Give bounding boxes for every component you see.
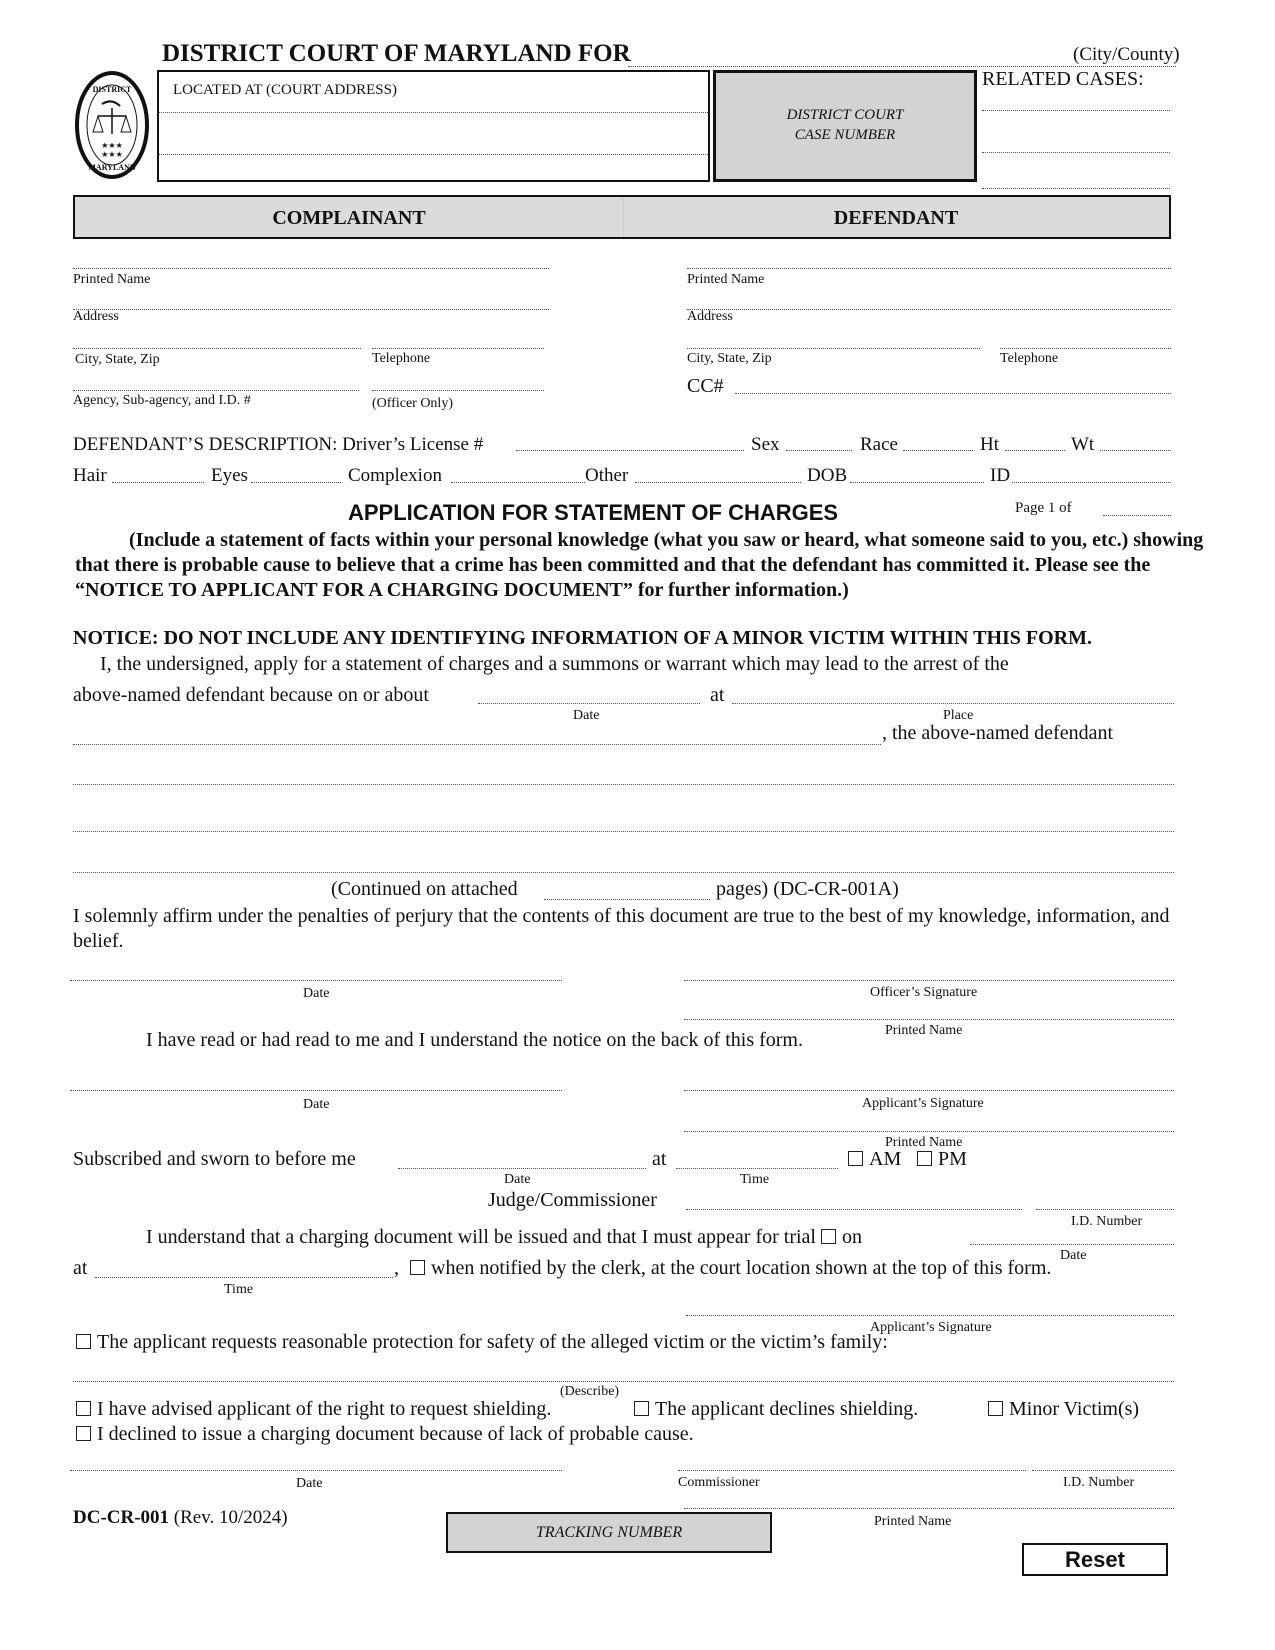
officer-printed-name-caption: Printed Name xyxy=(885,1023,963,1038)
on-label: on xyxy=(842,1226,862,1248)
city-county-label: (City/County) xyxy=(1073,44,1180,65)
hair-field[interactable] xyxy=(112,482,204,483)
sworn-time-caption: Time xyxy=(740,1172,770,1187)
defendant-city-label: City, State, Zip xyxy=(687,351,772,366)
officer-signature-caption: Officer’s Signature xyxy=(870,985,978,1000)
am-label: AM xyxy=(869,1148,902,1170)
applicant-date-field[interactable] xyxy=(70,1090,562,1091)
date-caption: Date xyxy=(573,708,600,723)
advised-shielding-label: I have advised applicant of the right to request shielding. xyxy=(97,1398,552,1420)
wt-field[interactable] xyxy=(1100,450,1171,451)
trial-time-field[interactable] xyxy=(95,1277,393,1278)
defendant-phone-field[interactable] xyxy=(1000,348,1171,349)
affirm-date-field[interactable] xyxy=(70,980,562,981)
defendant-city-field[interactable] xyxy=(687,348,980,349)
commissioner-id-field[interactable] xyxy=(1032,1470,1174,1471)
hair-label: Hair xyxy=(73,465,107,486)
id-field[interactable] xyxy=(1012,482,1171,483)
pm-option[interactable] xyxy=(917,1148,967,1171)
other-label: Other xyxy=(585,465,629,486)
protection-describe-field[interactable] xyxy=(73,1381,1174,1382)
complainant-name-field[interactable] xyxy=(73,268,549,269)
total-pages-field[interactable] xyxy=(1103,515,1171,516)
related-case-field-2[interactable] xyxy=(982,152,1170,153)
notified-label: when notified by the clerk, at the court location shown at the top of this form. xyxy=(431,1257,1052,1279)
ht-field[interactable] xyxy=(1005,450,1065,451)
sworn-date-caption: Date xyxy=(504,1172,531,1187)
defendant-header: DEFENDANT xyxy=(833,207,959,229)
officer-printed-name-field[interactable] xyxy=(684,1019,1174,1020)
declined-issue-option[interactable] xyxy=(76,1423,694,1446)
other-field[interactable] xyxy=(635,482,801,483)
case-number-label-2: CASE NUMBER xyxy=(794,127,896,143)
sex-label: Sex xyxy=(751,434,780,455)
applicant-printed-name-field[interactable] xyxy=(684,1131,1174,1132)
incident-place-field[interactable] xyxy=(732,703,1174,704)
trial-comma: , xyxy=(394,1257,399,1279)
applicant-signature-field[interactable] xyxy=(684,1090,1174,1091)
complainant-phone-label: Telephone xyxy=(372,351,431,366)
applicant-signature-2-field[interactable] xyxy=(686,1315,1174,1316)
application-title: APPLICATION FOR STATEMENT OF CHARGES xyxy=(348,500,839,525)
dob-label: DOB xyxy=(807,465,848,486)
instructions-text: (Include a statement of facts within your personal knowledge (what you saw or heard, what someone said to you, etc.) showing that there is probable cause to believe that a crime has been committed and that the defendant has committed it. Please see the “NOTICE TO APPLICANT FOR A CHARGING DOCUMENT” for further information.) xyxy=(75,529,1204,601)
protection-request-checkbox[interactable] xyxy=(76,1334,91,1349)
defendant-cc-field[interactable] xyxy=(735,393,1171,394)
complexion-label: Complexion xyxy=(348,465,442,486)
court-seal-logo xyxy=(74,70,150,180)
sworn-at-label: at xyxy=(652,1148,667,1170)
trial-text-label: I understand that a charging document will be issued and that I must appear for trial xyxy=(146,1226,816,1248)
am-checkbox[interactable] xyxy=(848,1151,863,1166)
officer-signature-field[interactable] xyxy=(684,980,1174,981)
svg-text:★★★: ★★★ xyxy=(101,141,123,150)
commissioner-signature-field[interactable] xyxy=(678,1470,1026,1471)
judge-id-field[interactable] xyxy=(1036,1209,1174,1210)
trial-date-checkbox[interactable] xyxy=(821,1229,836,1244)
continued-prefix: (Continued on attached xyxy=(331,878,518,900)
continued-suffix: pages) (DC-CR-001A) xyxy=(716,878,899,900)
case-number-box[interactable] xyxy=(713,70,977,182)
statement-line-4[interactable] xyxy=(73,872,1174,873)
statement-line-3[interactable] xyxy=(73,831,1174,832)
defendant-address-label: Address xyxy=(687,309,733,324)
protection-request-option[interactable] xyxy=(76,1331,888,1354)
place-caption: Place xyxy=(943,708,974,723)
notified-checkbox[interactable] xyxy=(410,1260,425,1275)
minor-victim-notice: NOTICE: DO NOT INCLUDE ANY IDENTIFYING INFORMATION OF A MINOR VICTIM WITHIN THIS FORM. xyxy=(73,627,1093,649)
eyes-label: Eyes xyxy=(211,465,248,486)
read-notice-text: I have read or had read to me and I understand the notice on the back of this form. xyxy=(146,1029,803,1051)
advised-shielding-option[interactable] xyxy=(76,1398,551,1421)
commissioner-caption: Commissioner xyxy=(678,1475,760,1490)
case-number-label-1: DISTRICT COURT xyxy=(786,107,904,123)
declines-shielding-checkbox[interactable] xyxy=(634,1401,649,1416)
city-county-field[interactable] xyxy=(628,66,1176,67)
describe-caption: (Describe) xyxy=(560,1384,620,1399)
dob-field[interactable] xyxy=(850,482,984,483)
apply-text-line2: above-named defendant because on or about xyxy=(73,684,429,706)
related-cases-label: RELATED CASES: xyxy=(982,68,1144,90)
minor-victims-label: Minor Victim(s) xyxy=(1009,1398,1140,1420)
sworn-time-field[interactable] xyxy=(676,1168,838,1169)
form-id xyxy=(73,1507,288,1529)
sex-field[interactable] xyxy=(786,450,852,451)
declined-issue-label: I declined to issue a charging document because of lack of probable cause. xyxy=(97,1423,694,1445)
court-title: DISTRICT COURT OF MARYLAND FOR xyxy=(162,40,631,67)
eyes-field[interactable] xyxy=(251,482,341,483)
trial-text xyxy=(146,1226,862,1249)
wt-label: Wt xyxy=(1071,434,1095,455)
attached-pages-field[interactable] xyxy=(544,899,710,900)
complainant-officer-label: (Officer Only) xyxy=(372,396,453,411)
complainant-address-label: Address xyxy=(73,309,119,324)
declined-issue-checkbox[interactable] xyxy=(76,1426,91,1441)
notified-option[interactable] xyxy=(410,1257,1051,1280)
complexion-field[interactable] xyxy=(451,482,585,483)
commissioner-printed-name-caption: Printed Name xyxy=(874,1514,952,1529)
defendant-name-field[interactable] xyxy=(687,268,1171,269)
ht-label: Ht xyxy=(980,434,999,455)
incident-date-field[interactable] xyxy=(478,703,700,704)
pm-checkbox[interactable] xyxy=(917,1151,932,1166)
judge-commissioner-label: Judge/Commissioner xyxy=(488,1189,657,1211)
minor-victims-checkbox[interactable] xyxy=(988,1401,1003,1416)
affirm-date-caption: Date xyxy=(303,986,330,1001)
sworn-date-field[interactable] xyxy=(398,1168,646,1169)
apply-text-line1: I, the undersigned, apply for a statement of charges and a summons or warrant which may lead to the arrest of the xyxy=(100,653,1009,675)
statement-line-1[interactable] xyxy=(73,744,881,745)
svg-text:★★★: ★★★ xyxy=(101,150,123,159)
applicant-date-caption: Date xyxy=(303,1097,330,1112)
related-case-field-3[interactable] xyxy=(982,188,1170,189)
court-address-line-1[interactable] xyxy=(159,112,708,113)
declines-shielding-label: The applicant declines shielding. xyxy=(655,1398,919,1420)
sworn-text: Subscribed and sworn to before me xyxy=(73,1148,356,1170)
minor-victims-option[interactable] xyxy=(988,1398,1139,1421)
id-label: ID xyxy=(990,465,1011,486)
defendant-phone-label: Telephone xyxy=(1000,351,1059,366)
advised-shielding-checkbox[interactable] xyxy=(76,1401,91,1416)
complainant-header: COMPLAINANT xyxy=(272,207,426,229)
reset-button[interactable]: Reset xyxy=(1022,1543,1168,1576)
page-number-label: Page 1 of xyxy=(1015,500,1072,516)
complainant-officer-field[interactable] xyxy=(372,390,544,391)
defendant-name-label: Printed Name xyxy=(687,272,765,287)
trial-time-caption: Time xyxy=(224,1282,254,1297)
defendant-suffix: , the above-named defendant xyxy=(882,722,1114,744)
commissioner-date-caption: Date xyxy=(296,1476,323,1491)
form-revision: (Rev. 10/2024) xyxy=(173,1507,288,1528)
commissioner-id-caption: I.D. Number xyxy=(1063,1475,1135,1490)
complainant-name-label: Printed Name xyxy=(73,272,151,287)
complainant-city-field[interactable] xyxy=(73,348,361,349)
court-address-box xyxy=(157,70,710,182)
drivers-license-label: DEFENDANT’S DESCRIPTION: Driver’s License # xyxy=(73,434,484,455)
svg-text:DISTRICT: DISTRICT xyxy=(92,85,132,94)
tracking-number-box[interactable] xyxy=(446,1512,772,1553)
svg-text:MARYLAND: MARYLAND xyxy=(88,163,136,172)
parties-header-bar xyxy=(73,195,1171,239)
race-field[interactable] xyxy=(903,450,973,451)
complainant-address-field[interactable] xyxy=(73,309,549,310)
drivers-license-field[interactable] xyxy=(516,450,744,451)
defendant-address-field[interactable] xyxy=(687,309,1171,310)
pm-label: PM xyxy=(938,1148,967,1170)
located-at-label: LOCATED AT (COURT ADDRESS) xyxy=(173,82,397,98)
declines-shielding-option[interactable] xyxy=(634,1398,918,1421)
judge-commissioner-field[interactable] xyxy=(686,1209,1022,1210)
trial-at-label: at xyxy=(73,1257,88,1279)
applicant-signature-caption: Applicant’s Signature xyxy=(862,1096,984,1111)
at-label: at xyxy=(710,684,725,706)
judge-id-caption: I.D. Number xyxy=(1071,1214,1143,1229)
tracking-number-label: TRACKING NUMBER xyxy=(535,1524,683,1541)
race-label: Race xyxy=(860,434,898,455)
applicant-signature-2-caption: Applicant’s Signature xyxy=(870,1320,992,1335)
trial-date-field[interactable] xyxy=(970,1244,1174,1245)
trial-date-caption: Date xyxy=(1060,1248,1087,1263)
complainant-agency-label: Agency, Sub-agency, and I.D. # xyxy=(73,393,251,408)
affirm-text: I solemnly affirm under the penalties of perjury that the contents of this document are true to the best of my knowledge, information, and belief. xyxy=(73,905,1170,952)
complainant-city-label: City, State, Zip xyxy=(75,352,160,367)
applicant-printed-name-caption: Printed Name xyxy=(885,1135,963,1150)
commissioner-date-field[interactable] xyxy=(70,1470,562,1471)
complainant-agency-field[interactable] xyxy=(73,390,359,391)
court-address-line-2[interactable] xyxy=(159,154,708,155)
commissioner-printed-name-field[interactable] xyxy=(684,1508,1174,1509)
related-case-field-1[interactable] xyxy=(982,110,1170,111)
am-option[interactable] xyxy=(848,1148,901,1171)
statement-line-2[interactable] xyxy=(73,784,1174,785)
defendant-cc-label: CC# xyxy=(687,375,724,397)
complainant-phone-field[interactable] xyxy=(372,348,544,349)
form-id-code: DC-CR-001 xyxy=(73,1507,170,1528)
protection-request-label: The applicant requests reasonable protection for safety of the alleged victim or the victim’s family: xyxy=(97,1331,888,1353)
